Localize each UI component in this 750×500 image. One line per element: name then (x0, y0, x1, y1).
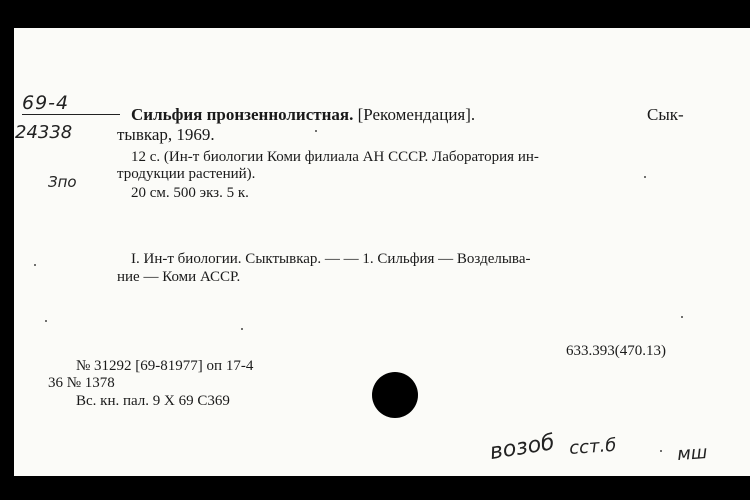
shelf-mark-1: 69-4 (22, 92, 70, 114)
paper-speck (34, 264, 36, 266)
classification-number: 633.393(470.13) (566, 343, 666, 359)
shelf-mark-underline (22, 114, 120, 115)
card-punch-hole (372, 372, 418, 418)
paper-speck (660, 450, 662, 452)
entry-title-note: [Рекомендация]. (357, 105, 476, 124)
registry-line-2: 36 № 1378 (48, 375, 115, 391)
paper-speck (45, 320, 47, 322)
entry-place-start: Сык- (647, 105, 684, 124)
shelf-mark-2: 24338 (15, 122, 73, 143)
reader-mark: Зпо (48, 173, 77, 191)
registry-line-3: Вс. кн. пал. 9 X 69 С369 (76, 393, 230, 409)
entry-physical-description: 20 см. 500 экз. 5 к. (131, 185, 249, 201)
tracings-line-1: I. Ин-т биологии. Сыктывкар. — — 1. Сильфия — Возделыва- (131, 251, 531, 267)
paper-speck (241, 328, 243, 330)
entry-title: Сильфия пронзеннолистная. (131, 105, 354, 124)
handwritten-note-1: возоб (488, 430, 557, 465)
entry-extent-series-1: 12 с. (Ин-т биологии Коми филиала АН СССР. Лаборатория ин- (131, 149, 539, 165)
paper-speck (681, 316, 683, 318)
entry-extent-series-2: тродукции растений). (117, 166, 256, 182)
handwritten-note-3: мш (676, 441, 708, 465)
registry-line-1: № 31292 [69-81977] оп 17-4 (76, 358, 254, 374)
paper-speck (315, 130, 317, 132)
entry-place-year: тывкар, 1969. (117, 125, 215, 144)
handwritten-note-2: сст.б (568, 434, 617, 459)
paper-speck (644, 176, 646, 178)
entry-title-line (131, 106, 475, 123)
tracings-line-2: ние — Коми АССР. (117, 269, 241, 285)
